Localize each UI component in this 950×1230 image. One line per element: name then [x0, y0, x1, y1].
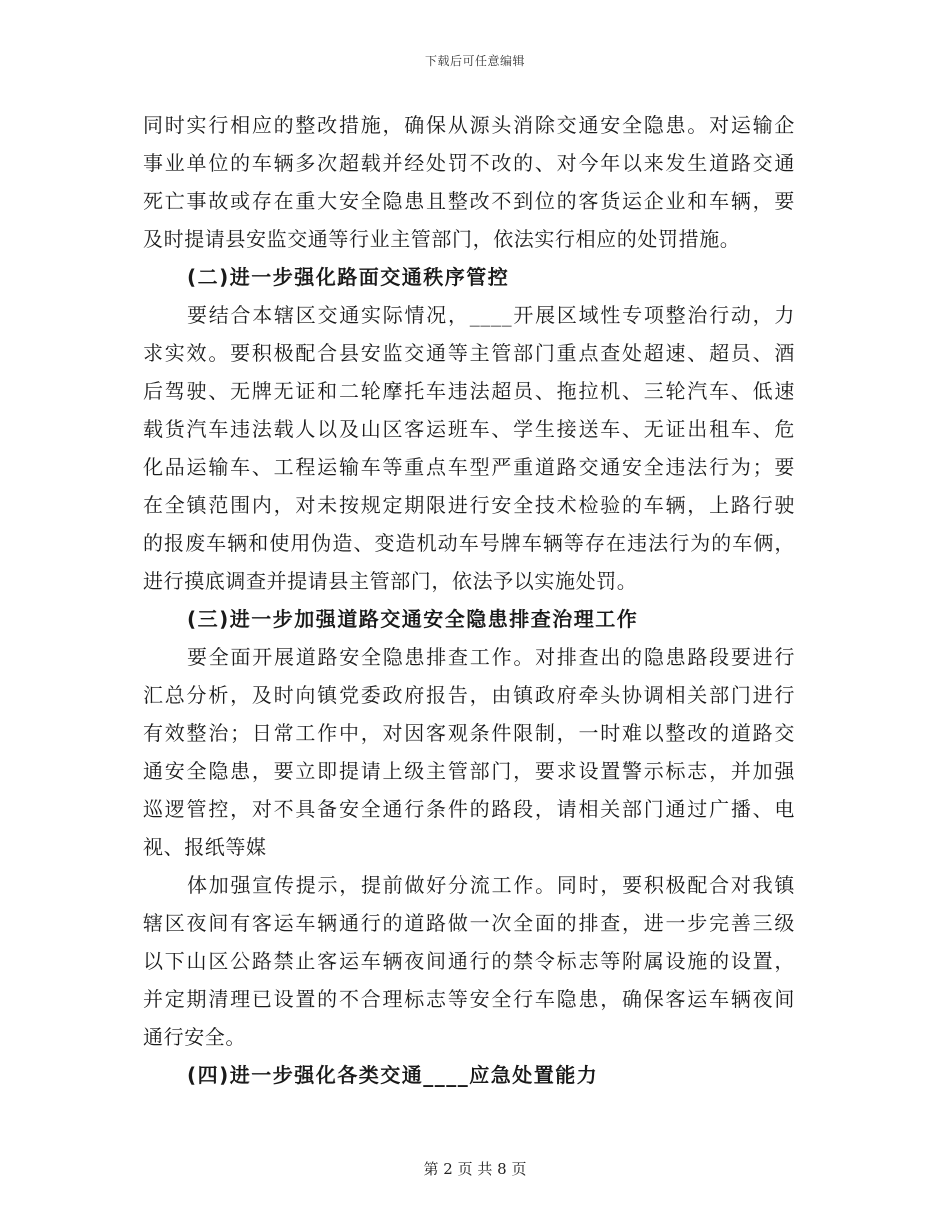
body-line: 汇总分析，及时向镇党委政府报告，由镇政府牵头协调相关部门进行: [143, 683, 795, 707]
body-line: 及时提请县安监交通等行业主管部门，依法实行相应的处罚措施。: [143, 227, 741, 251]
body-line: 以下山区公路禁止客运车辆夜间通行的禁令标志等附属设施的设置，: [143, 949, 795, 973]
body-line: 通安全隐患，要立即提请上级主管部门，要求设置警示标志，并加强: [143, 759, 795, 783]
body-line: 求实效。要积极配合县安监交通等主管部门重点查处超速、超员、酒: [143, 341, 795, 365]
body-line: 通行安全。: [143, 1025, 246, 1049]
section-heading-2: (二)进一步强化路面交通秩序管控: [187, 265, 510, 289]
body-line: 化品运输车、工程运输车等重点车型严重道路交通安全违法行为；要: [143, 455, 795, 479]
body-line: 载货汽车违法载人以及山区客运班车、学生接送车、无证出租车、危: [143, 417, 795, 441]
body-line: 要全面开展道路安全隐患排查工作。对排查出的隐患路段要进行: [187, 645, 795, 669]
body-line: 事业单位的车辆多次超载并经处罚不改的、对今年以来发生道路交通: [143, 151, 795, 175]
body-line: 巡逻管控，对不具备安全通行条件的路段，请相关部门通过广播、电: [143, 797, 795, 821]
body-line: 并定期清理已设置的不合理标志等安全行车隐患，确保客运车辆夜间: [143, 987, 795, 1011]
body-line: 视、报纸等媒: [143, 835, 267, 859]
body-line: 死亡事故或存在重大安全隐患且整改不到位的客货运企业和车辆，要: [143, 189, 795, 213]
body-line: 辖区夜间有客运车辆通行的道路做一次全面的排查，进一步完善三级: [143, 911, 795, 935]
page-number: 第 2 页 共 8 页: [423, 1160, 527, 1178]
body-line: 进行摸底调查并提请县主管部门，依法予以实施处罚。: [143, 569, 638, 593]
section-heading-4: (四)进一步强化各类交通____应急处置能力: [187, 1063, 599, 1087]
section-heading-3: (三)进一步加强道路交通安全隐患排查治理工作: [187, 607, 639, 631]
body-line: 有效整治；日常工作中，对因客观条件限制，一时难以整改的道路交: [143, 721, 795, 745]
page-header-note: 下载后可任意编辑: [424, 54, 525, 68]
body-line: 的报废车辆和使用伪造、变造机动车号牌车辆等存在违法行为的车俩，: [143, 531, 795, 555]
body-line: 要结合本辖区交通实际情况，____开展区域性专项整治行动，力: [187, 303, 795, 327]
body-line: 体加强宣传提示，提前做好分流工作。同时，要积极配合对我镇: [187, 873, 795, 897]
document-body: [143, 106, 795, 1094]
body-line: 同时实行相应的整改措施，确保从源头消除交通安全隐患。对运输企: [143, 113, 795, 137]
body-line: 后驾驶、无牌无证和二轮摩托车违法超员、拖拉机、三轮汽车、低速: [143, 379, 795, 403]
body-line: 在全镇范围内，对未按规定期限进行安全技术检验的车辆，上路行驶: [143, 493, 795, 517]
